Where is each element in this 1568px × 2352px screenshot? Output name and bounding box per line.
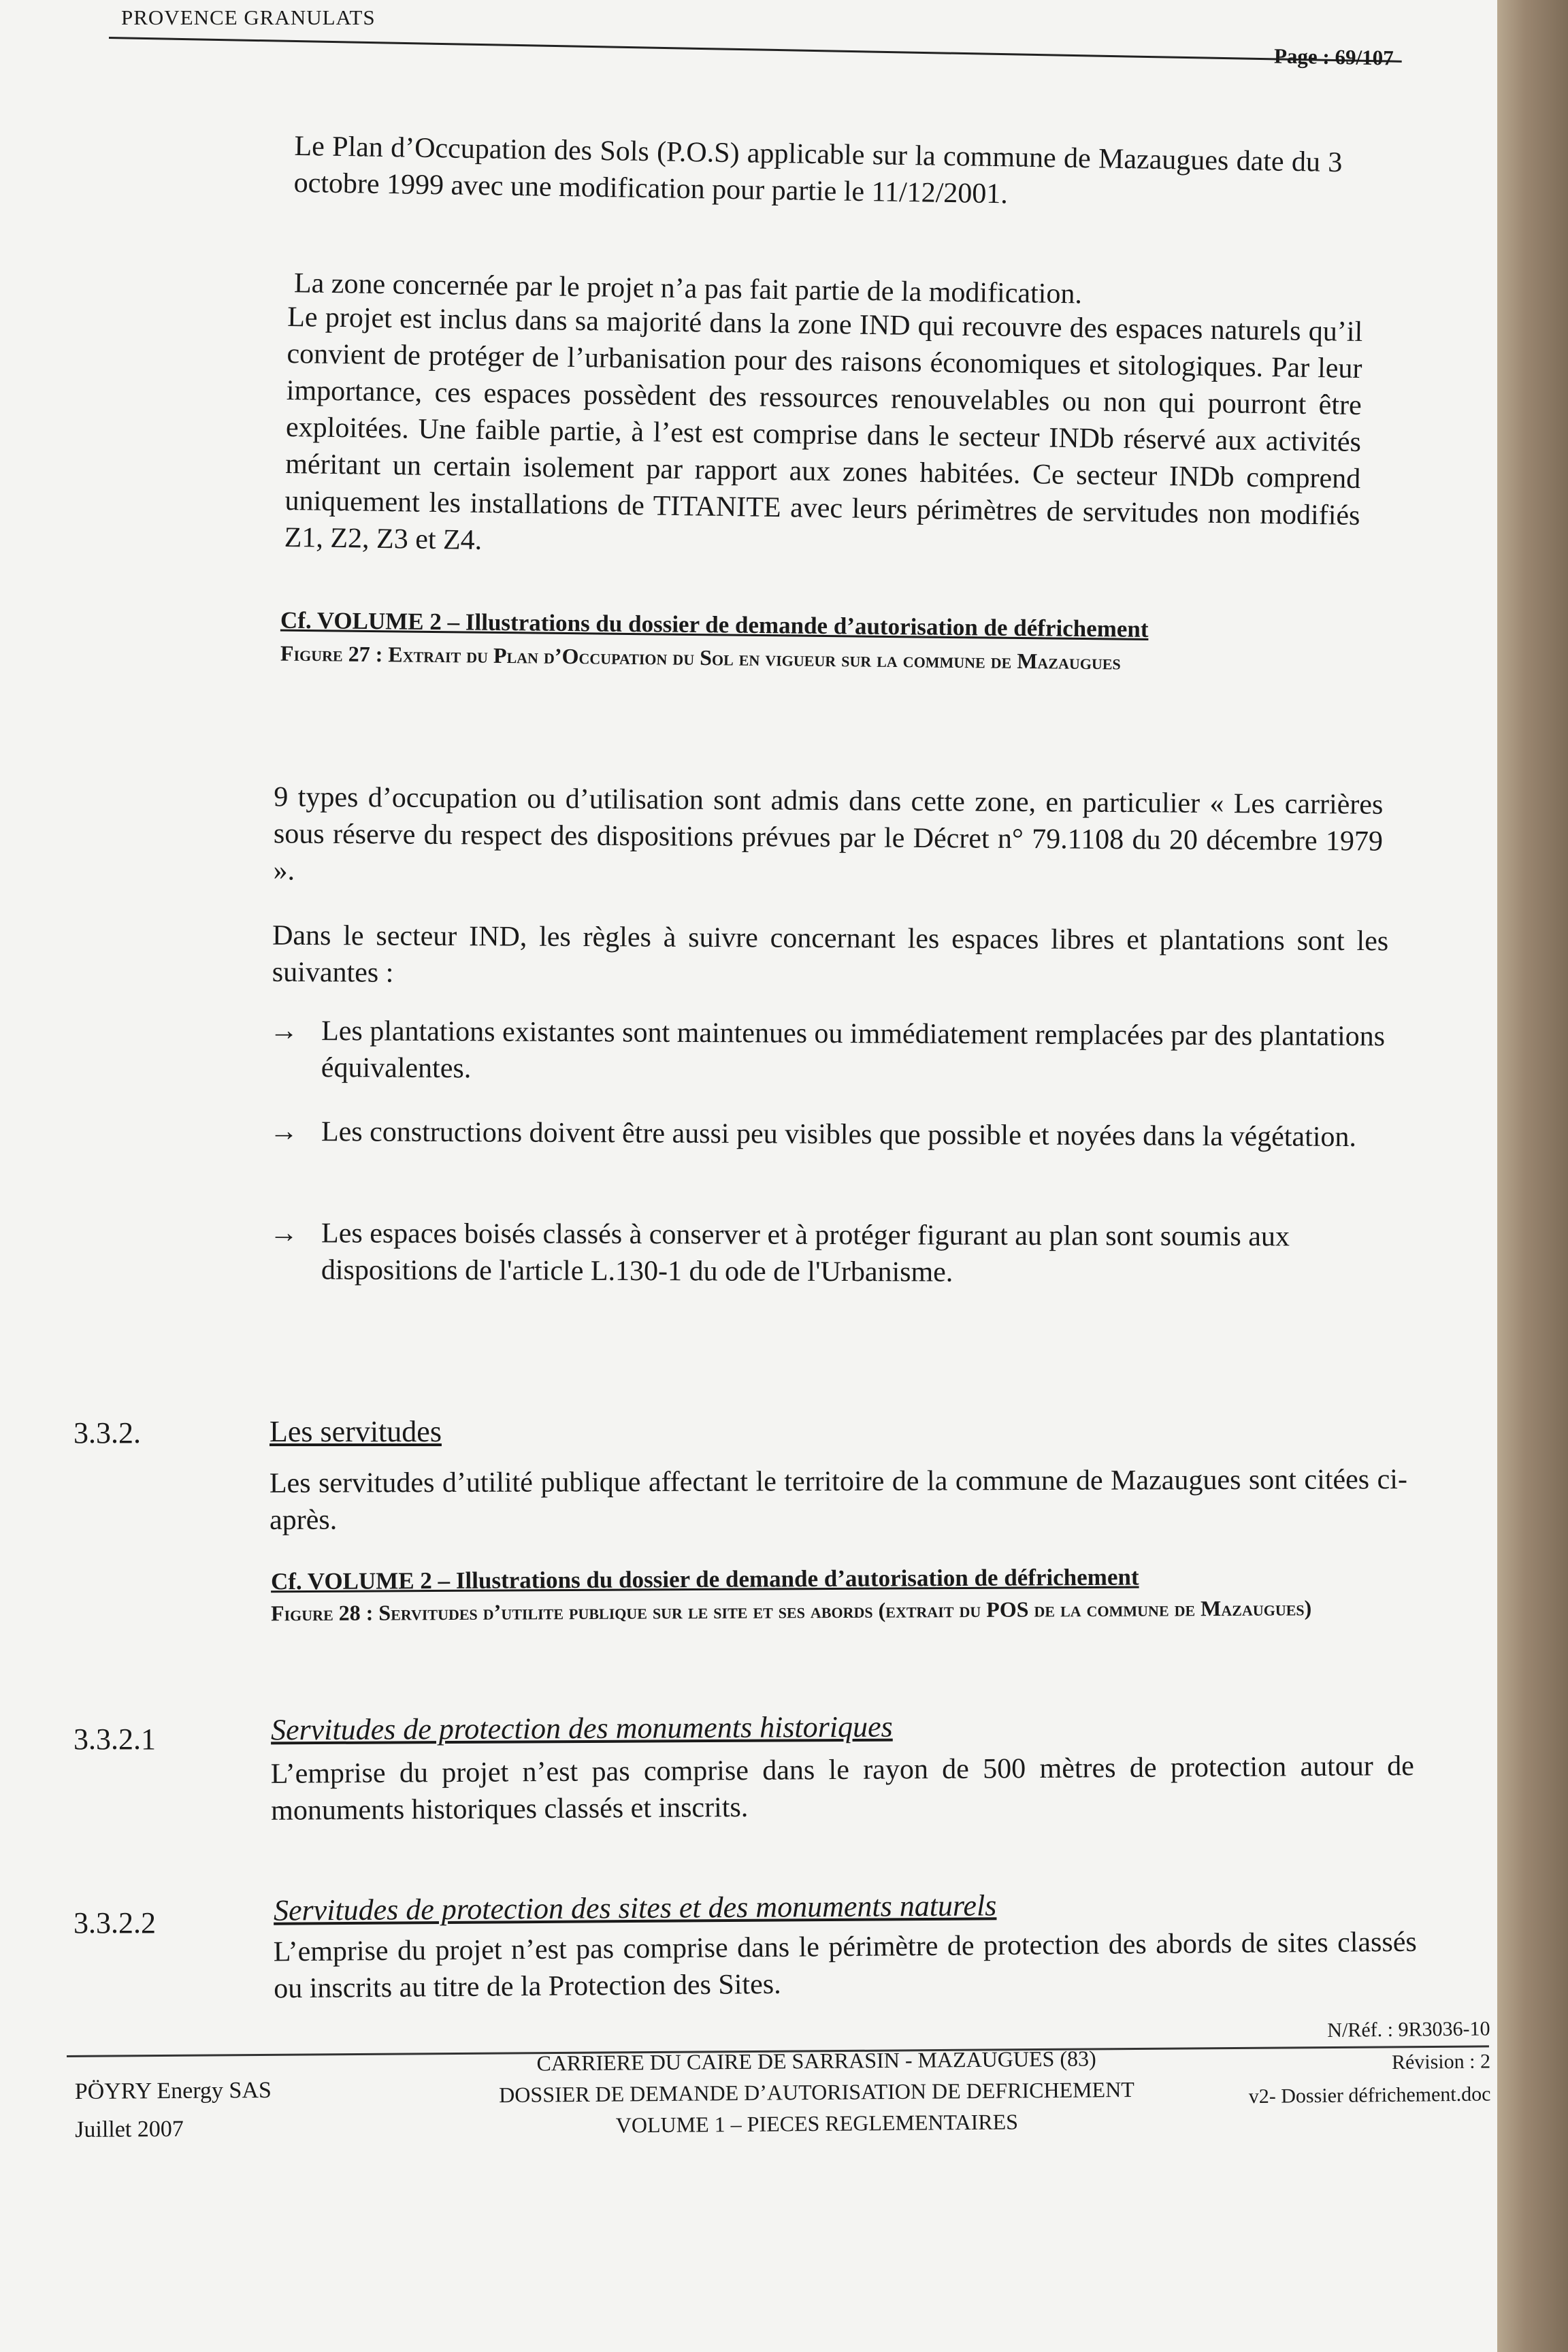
volume-reference-2 (271, 1563, 1387, 1596)
list-item-text: Les constructions doivent être aussi peu visibles que possible et noyées dans la végétation. (321, 1116, 1357, 1154)
paragraph-zone-ind: Le projet est inclus dans sa majorité dans la zone IND qui recouvre des espaces naturels qu’il convient de protéger de l’urbanisation pour des raisons économiques et sitologiques. Par leur importance, ces espaces possèdent des ressources renouvelables ou non qui pourront être exploitées. Une faible partie, à l’est est comprise dans le secteur INDb réservé aux activités méritant un certain isolement par rapport aux zones habitées. Ce secteur INDb comprend uniquement les installations de TITANITE avec leurs périmètres de servitudes non modifiés Z1, Z2, Z3 et Z4. (284, 301, 1363, 557)
footer-company: PÖYRY Energy SAS (74, 2077, 272, 2105)
section-title-3321: Servitudes de protection des monuments historiques (270, 1710, 893, 1747)
list-item-text: Les espaces boisés classés à conserver et à protéger figurant au plan sont soumis aux dispositions de l'article L.130-1 du ode de l'Urbanisme. (321, 1218, 1290, 1288)
page-number: Page : 69/107 (1273, 44, 1394, 70)
footer-dossier: DOSSIER DE DEMANDE D’AUTORISATION DE DEFRICHEMENT (499, 2076, 1134, 2108)
footer-volume: VOLUME 1 – PIECES REGLEMENTAIRES (615, 2109, 1019, 2138)
paragraph-servitudes: Les servitudes d’utilité publique affectant le territoire de la commune de Mazaugues sont citées ci-après. (269, 1464, 1407, 1536)
paragraph-occupation-types: 9 types d’occupation ou d’utilisation sont admis dans cette zone, en particulier « Les carrières sous réserve du respect des dispositions prévues par le Décret n° 79.1108 du 20 décembre 1979 ». (273, 781, 1384, 887)
arrow-bullet-icon: → (269, 1115, 299, 1147)
section-number-3321: 3.3.2.1 (74, 1722, 156, 1756)
footer-project: CARRIERE DU CAIRE DE SARRASIN - MAZAUGUES (83) (536, 2046, 1096, 2076)
background-surface (1497, 0, 1568, 2352)
footer-revision: Révision : 2 (1391, 2050, 1491, 2074)
footer-right (1156, 2012, 1490, 2114)
footer-left (75, 2072, 272, 2149)
figure-28-caption: Figure 28 : Servitudes d’utilite publique sur le site et ses abords (extrait du POS de la commune de Mazaugues) (270, 1595, 1312, 1626)
arrow-bullet-icon: → (270, 1015, 299, 1047)
footer-center (408, 2042, 1225, 2142)
paragraph-monuments: L’emprise du projet n’est pas comprise dans le rayon de 500 mètres de protection autour de monuments historiques classés et inscrits. (270, 1750, 1414, 1827)
section-title-332: Les servitudes (270, 1415, 442, 1448)
footer-date: Juillet 2007 (75, 2116, 184, 2143)
section-number-3322: 3.3.2.2 (74, 1906, 156, 1940)
section-title-3322: Servitudes de protection des sites et des monuments naturels (273, 1889, 997, 1927)
header-company: PROVENCE GRANULATS (121, 5, 376, 29)
volume-reference-1 (280, 607, 1369, 646)
paragraph-pos-date: Le Plan d’Occupation des Sols (P.O.S) applicable sur la commune de Mazaugues date du 3 octobre 1999 avec une modification pour partie le 11/12/2001. (293, 130, 1343, 210)
section-number-332: 3.3.2. (74, 1416, 141, 1450)
list-item (270, 1013, 1393, 1092)
header-rule (109, 37, 1402, 63)
volume-reference-1-text: Cf. VOLUME 2 – Illustrations du dossier de demande d’autorisation de défrichement (280, 606, 1149, 642)
volume-reference-2-text: Cf. VOLUME 2 – Illustrations du dossier de demande d’autorisation de défrichement (270, 1563, 1139, 1595)
footer-reference: N/Réf. : 9R3036-10 (1327, 2017, 1490, 2042)
list-item (270, 1215, 1392, 1292)
paragraph-zone-modification: La zone concernée par le projet n’a pas fait partie de la modification. (293, 267, 1083, 310)
footer-filename: v2- Dossier défrichement.doc (1248, 2082, 1491, 2108)
paragraph-sites: L’emprise du projet n’est pas comprise dans le périmètre de protection des abords de sites classés ou inscrits au titre de la Protection des Sites. (273, 1926, 1417, 2005)
list-item-text: Les plantations existantes sont maintenues ou immédiatement remplacées par des plantations équivalentes. (321, 1015, 1386, 1085)
figure-27-caption: Figure 27 : Extrait du Plan d’Occupation du Sol en vigueur sur la commune de Mazaugues (280, 640, 1121, 674)
list-item (270, 1113, 1392, 1156)
arrow-bullet-icon: → (270, 1218, 299, 1250)
paragraph-secteur-ind-rules: Dans le secteur IND, les règles à suivre concernant les espaces libres et plantations sont les suivantes : (272, 919, 1389, 989)
